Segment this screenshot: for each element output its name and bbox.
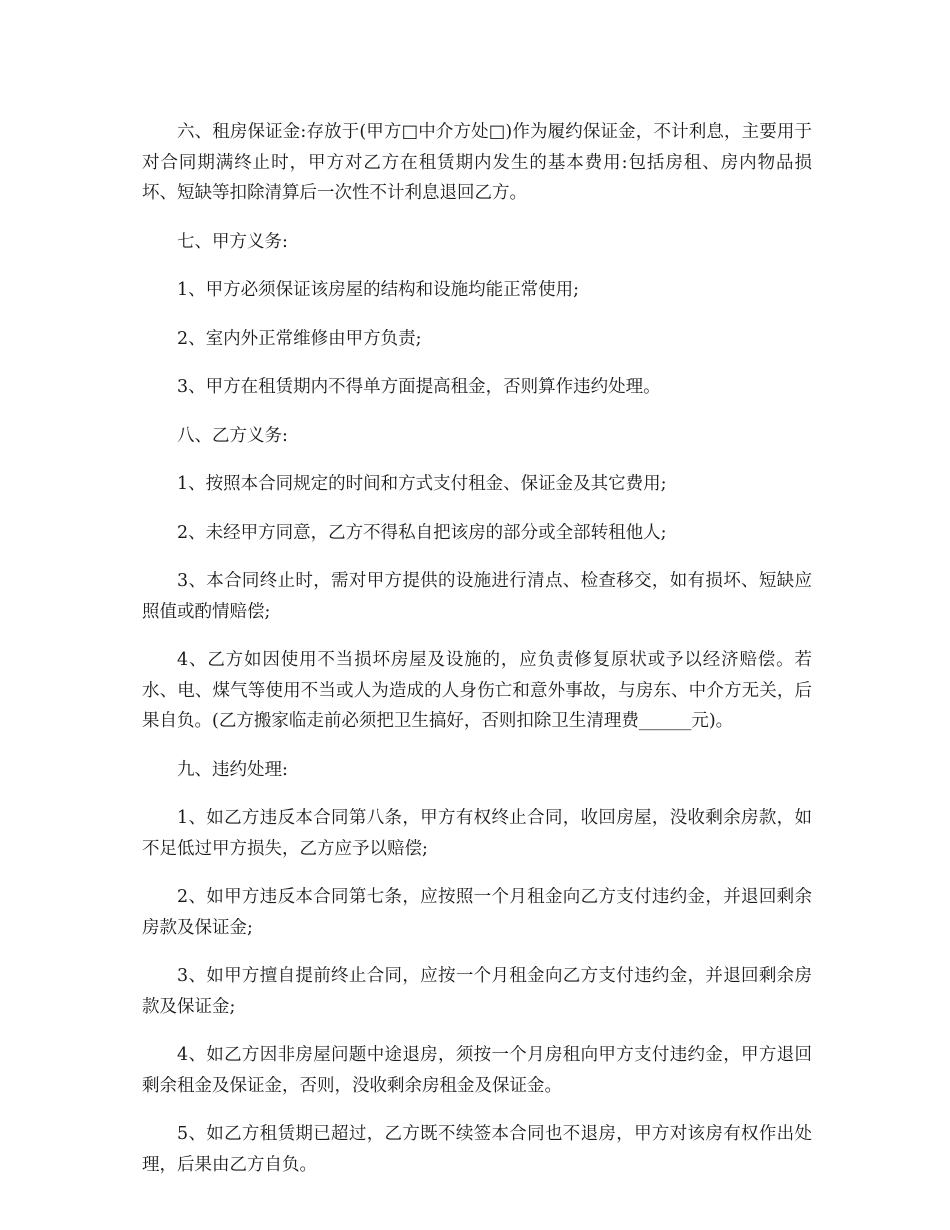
party-a-obligation-2: 2、室内外正常维修由甲方负责;: [177, 328, 422, 349]
party-b-obligation-2: 2、未经甲方同意，乙方不得私自把该房的部分或全部转租他人;: [177, 522, 667, 543]
heading-party-b-obligations: 八、乙方义务:: [177, 425, 288, 446]
party-b-obligation-1: 1、按照本合同规定的时间和方式支付租金、保证金及其它费用;: [177, 474, 667, 494]
party-b-obligation-3: 3、本合同终止时，需对甲方提供的设施进行清点、检查移交，如有损坏、短缺应照值或酌情赔偿;: [142, 571, 812, 622]
clause-deposit: 六、租房保证金:存放于(甲方□中介方处□)作为履约保证金，不计利息，主要用于对合同期满终止时，甲方对乙方在租赁期内发生的基本费用:包括房租、房内物品损坏、短缺等扣除清算后一次性不计利息退回乙方。: [142, 122, 812, 203]
breach-clause-1: 1、如乙方违反本合同第八条，甲方有权终止合同，收回房屋，没收剩余房款，如不足低过甲方损失，乙方应予以赔偿;: [142, 808, 812, 859]
heading-party-a-obligations: 七、甲方义务:: [177, 231, 288, 252]
party-a-obligation-1: 1、甲方必须保证该房屋的结构和设施均能正常使用;: [177, 280, 580, 300]
party-b-obligation-4: 4、乙方如因使用不当损坏房屋及设施的，应负责修复原状或予以经济赔偿。若水、电、煤气等使用不当或人为造成的人身伤亡和意外事故，与房东、中介方无关，后果自负。(乙方搬家临走前必须把卫生搞好，否则扣除卫生清理费______元)。: [142, 650, 812, 731]
breach-clause-2: 2、如甲方违反本合同第七条，应按照一个月租金向乙方支付违约金，并退回剩余房款及保证金;: [142, 887, 812, 938]
party-a-obligation-3: 3、甲方在租赁期内不得单方面提高租金，否则算作违约处理。: [177, 377, 661, 397]
breach-clause-3: 3、如甲方擅自提前终止合同，应按一个月租金向乙方支付违约金，并退回剩余房款及保证金;: [142, 966, 812, 1017]
breach-clause-4: 4、如乙方因非房屋问题中途退房，须按一个月房租向甲方支付违约金，甲方退回剩余租金及保证金，否则，没收剩余房租金及保证金。: [142, 1045, 812, 1096]
breach-clause-5: 5、如乙方租赁期已超过，乙方既不续签本合同也不退房，甲方对该房有权作出处理，后果由乙方自负。: [142, 1124, 812, 1175]
heading-breach-handling: 九、违约处理:: [177, 759, 288, 780]
document-body: [142, 117, 812, 1180]
